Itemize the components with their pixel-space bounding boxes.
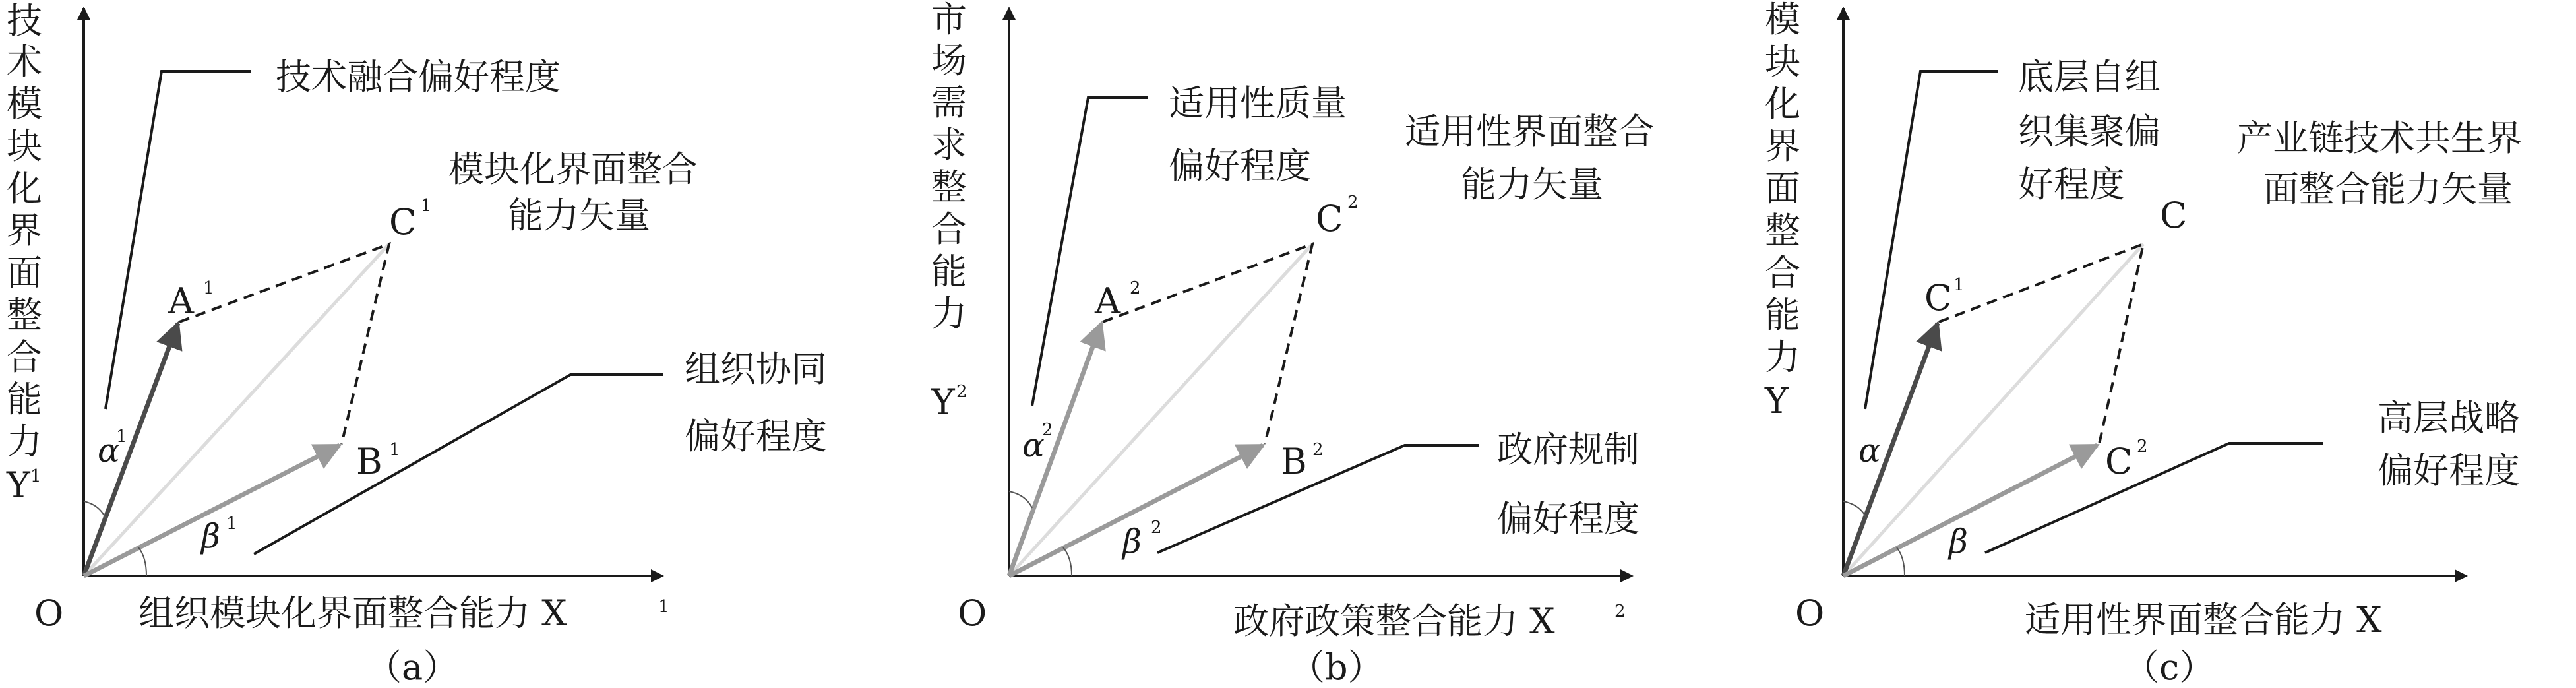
panel-c-x-label: 适用性界面整合能力 X	[2025, 599, 2382, 641]
panel-a-alpha-arc	[84, 501, 106, 518]
panel-b-x-label: 政府政策整合能力 X	[1233, 600, 1555, 642]
panel-a-x-label: 组织模块化界面整合能力 X	[138, 592, 567, 634]
panel-c-y-char: 化	[1765, 83, 1800, 125]
panel-a-y-char: 能	[7, 379, 42, 420]
panel-c-mid-label-line1: 产业链技术共生界	[2237, 117, 2522, 159]
panel-a-y-char: 技	[7, 0, 42, 42]
panel-c-y-char: 能	[1765, 294, 1800, 336]
panel-c-resultant-vector	[1843, 244, 2143, 576]
panel-a-low-label-line1: 组织协同	[685, 348, 827, 390]
panel-c	[1764, 0, 2522, 688]
panel-c-top-label-line1: 底层自组	[2018, 56, 2161, 98]
panel-b-y-char: 整	[931, 166, 967, 208]
panel-c-beta: β	[1949, 522, 1968, 561]
panel-c-y-label	[1764, 0, 1800, 422]
panel-a-low-leader	[254, 375, 663, 554]
panel-c-y-char: Y	[1765, 380, 1789, 422]
panel-a-y-label	[6, 0, 42, 506]
panel-c-low-label-line2: 偏好程度	[2377, 450, 2520, 491]
panel-b-alpha-sup: 2	[1042, 420, 1053, 440]
panel-b-top-label-line2: 偏好程度	[1169, 145, 1311, 187]
panel-b-dashed-edges	[1103, 244, 1312, 444]
panel-c-top-label-line2: 织集聚偏	[2018, 111, 2161, 152]
panel-b-y-char: 需	[931, 82, 967, 123]
panel-a-y-char: 术	[7, 41, 42, 82]
panel-a-x-sup: 1	[658, 597, 669, 617]
panel-a-point-c-sup: 1	[421, 196, 432, 216]
panel-b-mid-label-line2: 能力矢量	[1461, 164, 1603, 205]
panel-c-point-c2: C	[2105, 441, 2133, 482]
panel-b-point-a-sup: 2	[1130, 278, 1141, 298]
panel-a-y-char: 化	[7, 168, 42, 209]
panel-a-vector-b	[84, 445, 340, 576]
panel-b-top-label-line1: 适用性质量	[1169, 82, 1347, 124]
panel-b-x-sup: 2	[1614, 602, 1626, 621]
panel-a-y-char: 整	[7, 294, 42, 336]
panel-b-y-label	[931, 0, 967, 423]
panel-c-alpha: α	[1858, 431, 1881, 470]
panel-b-y-char: 求	[931, 124, 967, 166]
panel-a-y-char: 模	[7, 83, 42, 125]
panel-b-alpha: α	[1022, 426, 1045, 464]
panel-b-point-c: C	[1316, 198, 1343, 239]
panel-a-caption: （a）	[366, 646, 459, 688]
panel-c-dashed-edges	[1939, 244, 2143, 444]
panel-a-alpha-sup: 1	[116, 427, 127, 447]
panel-c-point-c1-sup: 1	[1953, 275, 1965, 295]
panel-b-point-b-sup: 2	[1312, 440, 1324, 460]
panel-a-y-char: 块	[7, 125, 42, 167]
panel-c-vector-c2	[1843, 445, 2097, 576]
panel-a-y-char: 界	[7, 210, 42, 251]
panel-a-dashed-edges	[179, 244, 389, 444]
panel-b-mid-label-line1: 适用性界面整合	[1405, 111, 1654, 152]
panel-a-beta-arc	[138, 547, 146, 576]
panel-b-y-char: 力	[931, 293, 967, 334]
panel-b-y-char: Y	[931, 381, 955, 423]
panel-c-y-char: 合	[1765, 252, 1800, 294]
panel-a-top-label: 技术融合偏好程度	[276, 56, 561, 98]
panel-b-point-b: B	[1281, 441, 1307, 482]
panel-b-low-leader	[1157, 445, 1479, 553]
panel-b-point-a: A	[1095, 280, 1120, 322]
panel-c-origin: O	[1795, 592, 1825, 634]
panel-b	[931, 0, 1654, 688]
panel-b-beta: β	[1122, 522, 1142, 561]
panel-a	[6, 0, 827, 688]
panel-b-low-label-line2: 偏好程度	[1497, 498, 1640, 540]
panel-c-y-char: 整	[1765, 210, 1800, 251]
panel-a-mid-label-line1: 模块化界面整合	[448, 148, 698, 190]
panel-c-y-char: 块	[1765, 41, 1800, 82]
panel-b-alpha-arc	[1009, 491, 1032, 508]
panel-c-vector-c1	[1843, 323, 1938, 576]
panel-c-y-char: 力	[1765, 336, 1800, 378]
panel-b-y-char: 合	[931, 208, 967, 250]
panel-c-low-label-line1: 高层战略	[2377, 397, 2520, 439]
panel-c-point-c: C	[2160, 195, 2188, 236]
panel-c-alpha-arc	[1843, 501, 1866, 518]
panel-a-point-b: B	[356, 441, 383, 482]
panel-a-beta: β	[201, 517, 220, 555]
panel-c-top-label-line3: 好程度	[2018, 164, 2125, 205]
panel-c-y-char: 模	[1765, 0, 1800, 40]
panel-a-top-leader	[106, 71, 251, 409]
panel-c-point-c2-sup: 2	[2137, 437, 2148, 456]
panel-b-point-c-sup: 2	[1347, 193, 1359, 212]
panel-a-y-char: 合	[7, 336, 42, 378]
panel-b-y-char: 能	[931, 251, 967, 292]
panel-b-beta-sup: 2	[1151, 518, 1162, 538]
panel-c-y-char: 界	[1765, 125, 1800, 167]
panel-c-low-leader	[1985, 443, 2323, 553]
panel-b-y-char: 场	[931, 40, 967, 81]
panel-a-y-char: Y	[7, 464, 30, 506]
panel-a-origin: O	[34, 592, 64, 634]
panel-a-mid-label-line2: 能力矢量	[508, 195, 650, 236]
panel-c-y-char: 面	[1765, 168, 1800, 209]
panel-a-low-label-line2: 偏好程度	[685, 416, 827, 457]
panel-c-top-leader	[1865, 71, 1998, 409]
panel-a-y-char: 力	[7, 421, 42, 462]
panel-a-point-a-sup: 1	[203, 278, 214, 298]
panel-b-y-char: 市	[931, 0, 967, 40]
panel-b-low-label-line1: 政府规制	[1497, 429, 1640, 470]
panel-a-beta-sup: 1	[226, 514, 237, 534]
panel-c-point-c1: C	[1924, 277, 1952, 319]
panel-a-alpha: α	[98, 431, 120, 470]
panel-c-caption: （c）	[2124, 646, 2215, 688]
panel-b-caption: （b）	[1289, 646, 1384, 688]
panel-c-mid-label-line2: 面整合能力矢量	[2263, 168, 2513, 210]
panel-c-beta-arc	[1897, 547, 1905, 576]
panel-b-beta-arc	[1063, 547, 1072, 576]
panel-a-point-b-sup: 1	[389, 440, 400, 460]
panel-a-y-sup: 1	[30, 466, 42, 486]
panel-a-point-a: A	[168, 280, 194, 322]
panel-b-origin: O	[958, 592, 987, 634]
panel-a-y-char: 面	[7, 252, 42, 294]
panel-a-point-c: C	[389, 201, 417, 243]
panel-b-y-sup: 2	[956, 382, 967, 402]
